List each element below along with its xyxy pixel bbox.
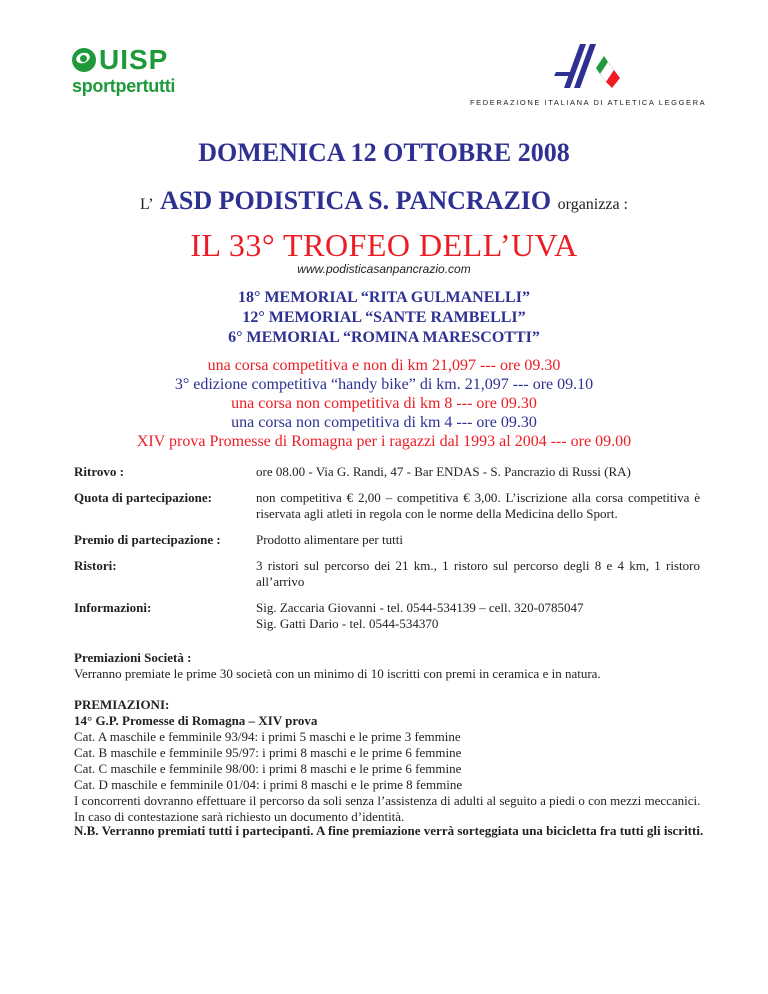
memorial-item: 6° MEMORIAL “ROMINA MARESCOTTI” bbox=[228, 329, 540, 346]
info-label: Premio di partecipazione : bbox=[74, 532, 221, 547]
premiazioni-societa bbox=[74, 650, 704, 682]
fidal-logo-text: FEDERAZIONE ITALIANA DI ATLETICA LEGGERA bbox=[470, 98, 707, 107]
fidal-emblem-icon bbox=[550, 42, 626, 90]
info-row-premio bbox=[74, 532, 700, 548]
premiazioni-note: I concorrenti dovranno effettuare il percorso da soli senza l’assistenza di adulti al seguito a piedi o con mezzi meccanici. In caso di contestazione sarà richiesto un documento d’identità. bbox=[74, 793, 701, 824]
event-date: DOMENICA 12 OTTOBRE 2008 bbox=[198, 138, 570, 167]
uisp-logo bbox=[72, 46, 202, 106]
organizer-line bbox=[0, 186, 768, 220]
contact-line: Sig. Zaccaria Giovanni - tel. 0544-534139 – cell. 320-0785047 bbox=[256, 600, 584, 615]
info-row-quota bbox=[74, 490, 700, 522]
fidal-logo bbox=[470, 42, 707, 110]
info-label: Quota di partecipazione: bbox=[74, 490, 212, 505]
info-label: Informazioni: bbox=[74, 600, 152, 615]
memorial-item: 12° MEMORIAL “SANTE RAMBELLI” bbox=[242, 309, 526, 326]
info-row-ritrovo bbox=[74, 464, 700, 480]
uisp-logo-name: UISP bbox=[99, 44, 169, 75]
info-table bbox=[74, 464, 700, 642]
memorials-list bbox=[0, 288, 768, 348]
info-row-informazioni bbox=[74, 600, 700, 632]
section-title: Premiazioni Società : bbox=[74, 650, 192, 665]
info-value bbox=[256, 600, 700, 632]
uisp-logo-tagline: sportpertutti bbox=[72, 76, 176, 96]
info-value: Prodotto alimentare per tutti bbox=[256, 532, 403, 547]
website-link[interactable]: www.podisticasanpancrazio.com bbox=[297, 262, 471, 276]
info-value: 3 ristori sul percorso dei 21 km., 1 ristoro sul percorso degli 8 e 4 km, 1 ristoro all’arrivo bbox=[256, 558, 700, 589]
section-subtitle: 14° G.P. Promesse di Romagna – XIV prova bbox=[74, 713, 318, 728]
info-row-ristori bbox=[74, 558, 700, 590]
contact-line: Sig. Gatti Dario - tel. 0544-534370 bbox=[256, 616, 439, 631]
soccer-ball-icon bbox=[72, 48, 96, 72]
info-label: Ristori: bbox=[74, 558, 117, 573]
race-item: XIV prova Promesse di Romagna per i ragazzi dal 1993 al 2004 --- ore 09.00 bbox=[136, 433, 632, 450]
races-list bbox=[0, 356, 768, 451]
nb-note: N.B. Verranno premiati tutti i partecipanti. A fine premiazione verrà sorteggiata una bicicletta fra tutti gli iscritti. bbox=[74, 823, 704, 838]
race-item: una corsa non competitiva di km 4 --- ore 09.30 bbox=[231, 414, 537, 431]
category-item: Cat. A maschile e femminile 93/94: i primi 5 maschi e le prime 3 femmine bbox=[74, 729, 461, 744]
race-item: 3° edizione competitiva “handy bike” di km. 21,097 --- ore 09.10 bbox=[174, 376, 594, 393]
info-label: Ritrovo : bbox=[74, 464, 124, 479]
section-text: Verranno premiate le prime 30 società con un minimo di 10 iscritti con premi in ceramica e in natura. bbox=[74, 666, 601, 681]
premiazioni bbox=[74, 697, 704, 825]
event-title: IL 33° TROFEO DELL’UVA bbox=[190, 227, 578, 263]
organizer-prefix: L’ bbox=[139, 196, 154, 213]
category-item: Cat. D maschile e femminile 01/04: i primi 8 maschi e le prime 8 femmine bbox=[74, 777, 463, 792]
category-item: Cat. C maschile e femminile 98/00: i primi 8 maschi e le prime 6 femmine bbox=[74, 761, 462, 776]
memorial-item: 18° MEMORIAL “RITA GULMANELLI” bbox=[238, 289, 530, 306]
info-value: non competitiva € 2,00 – competitiva € 3,00. L’iscrizione alla corsa competitiva è riservata agli atleti in regola con le norme della Medicina dello Sport. bbox=[256, 490, 700, 521]
category-item: Cat. B maschile e femminile 95/97: i primi 8 maschi e le prime 6 femmine bbox=[74, 745, 462, 760]
race-item: una corsa competitiva e non di km 21,097 --- ore 09.30 bbox=[207, 357, 561, 374]
section-title: PREMIAZIONI: bbox=[74, 697, 170, 712]
organizer-suffix: organizza : bbox=[557, 196, 628, 213]
race-item: una corsa non competitiva di km 8 --- ore 09.30 bbox=[231, 395, 537, 412]
organizer-name: ASD PODISTICA S. PANCRAZIO bbox=[160, 186, 552, 215]
info-value: ore 08.00 - Via G. Randi, 47 - Bar ENDAS - S. Pancrazio di Russi (RA) bbox=[256, 464, 631, 479]
